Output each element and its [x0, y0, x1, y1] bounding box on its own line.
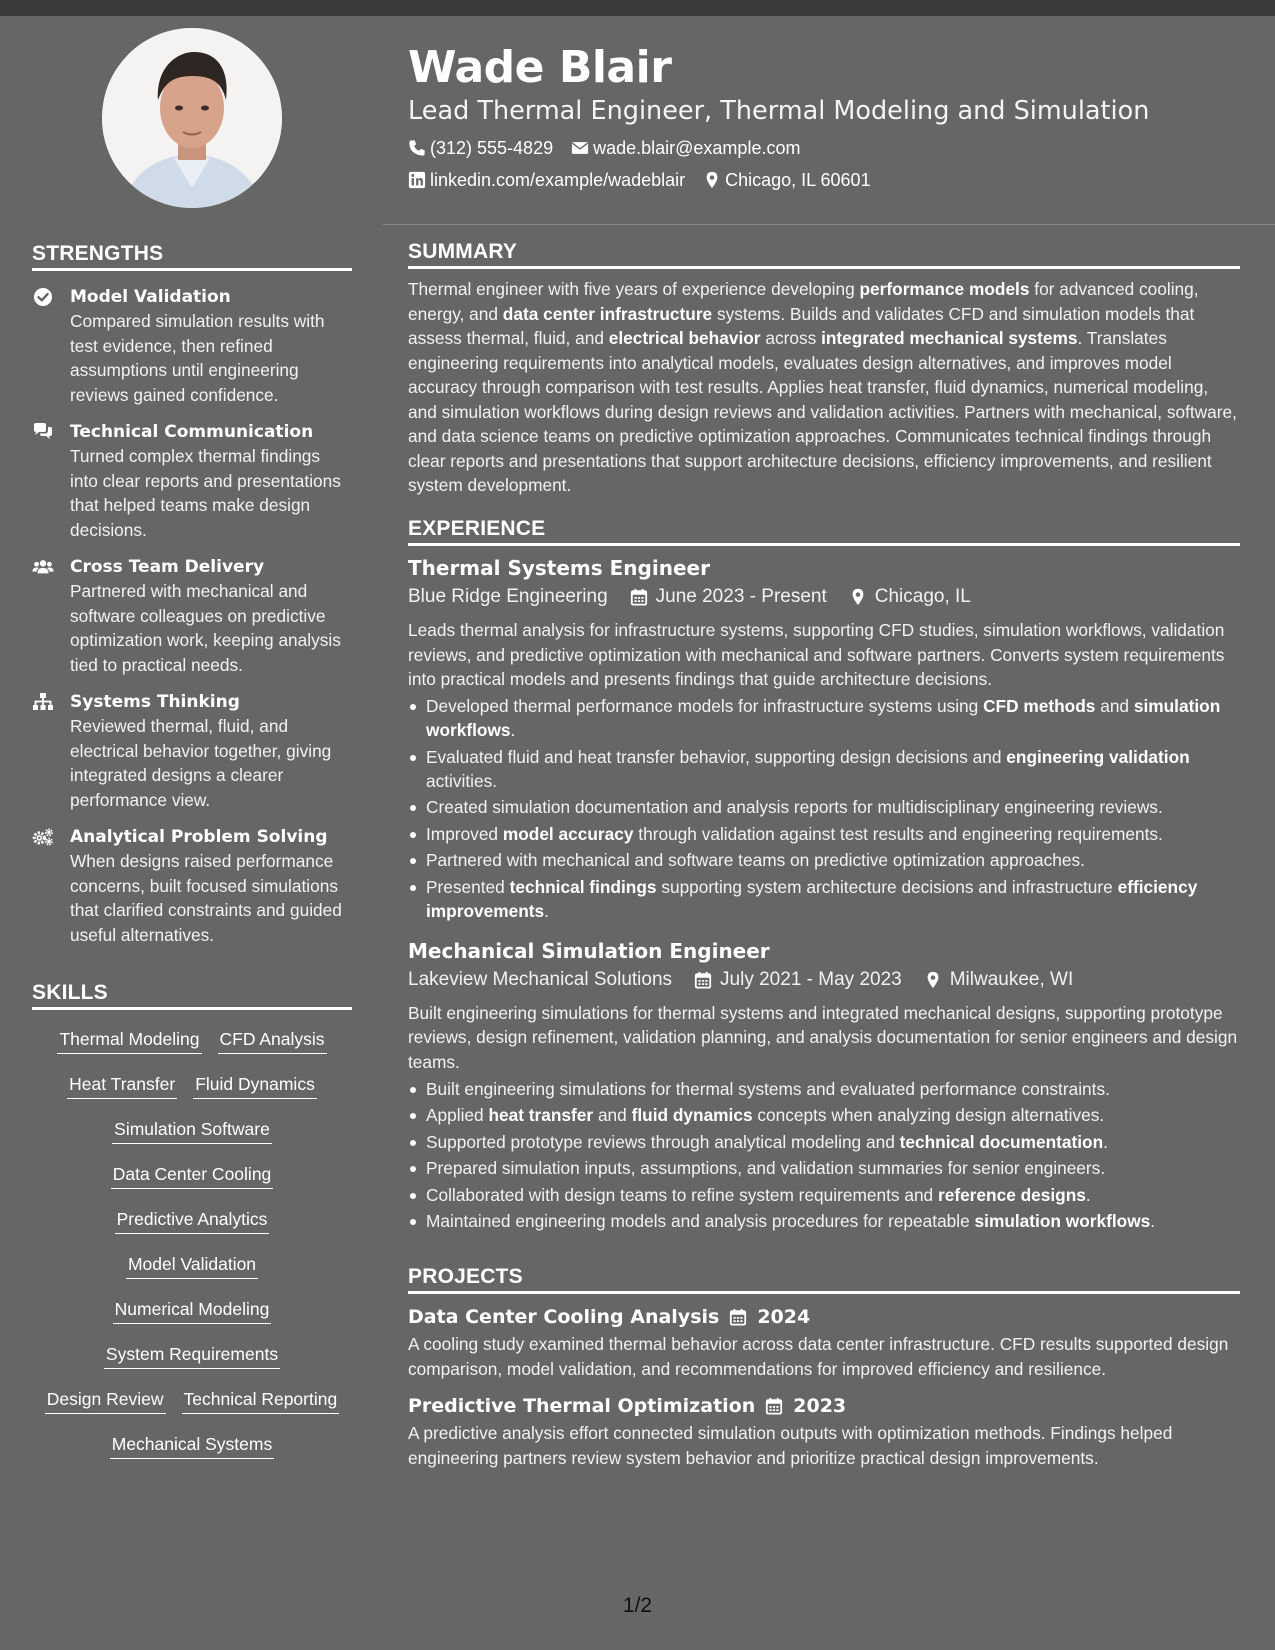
phone-contact[interactable] — [408, 132, 553, 164]
skills-row — [32, 1333, 352, 1378]
skills-row — [32, 1378, 352, 1423]
job-title: Thermal Systems Engineer — [408, 556, 710, 580]
project-description: A predictive analysis effort connected simulation outputs with optimization methods. Findings helped engineering partners review system behavior and prioritize practical design improvements. — [408, 1423, 1173, 1468]
linkedin-contact[interactable] — [408, 164, 685, 196]
skill-tag: CFD Analysis — [218, 1028, 327, 1054]
skill-tag: Model Validation — [126, 1253, 258, 1279]
skill-tag: Predictive Analytics — [115, 1208, 270, 1234]
project-description: A cooling study examined thermal behavior across data center infrastructure. CFD results supported design comparison, model validation, and recommendations for improved efficiency and resilience. — [408, 1334, 1229, 1379]
job-bullets — [408, 1077, 1240, 1234]
skill-tag: Design Review — [45, 1388, 166, 1414]
sitemap-icon — [32, 690, 56, 812]
skills-row — [32, 1108, 352, 1153]
job-bullet: Developed thermal performance models for infrastructure systems using CFD methods and simulation workflows. — [408, 694, 1240, 742]
strength-title: Technical Communication — [70, 422, 314, 442]
job-bullet: Prepared simulation inputs, assumptions, and validation summaries for senior engineers. — [408, 1156, 1240, 1180]
avatar-icon — [102, 28, 282, 208]
strength-title: Model Validation — [70, 287, 231, 307]
job-entry — [408, 937, 1240, 1234]
skills-heading: SKILLS — [32, 981, 352, 1010]
job-dates: June 2023 - Present — [655, 586, 827, 607]
strength-description: Partnered with mechanical and software colleagues on predictive optimization work, keeping analysis tied to practical needs. — [70, 581, 341, 675]
envelope-icon — [571, 139, 589, 157]
strength-title: Systems Thinking — [70, 692, 240, 712]
strength-description: When designs raised performance concerns, built focused simulations that clarified constraints and guided useful alternatives. — [70, 851, 342, 945]
company-name: Blue Ridge Engineering — [408, 586, 608, 607]
linkedin-icon — [408, 171, 426, 189]
calendar-icon — [630, 588, 648, 606]
page-number: 1/2 — [622, 1594, 653, 1617]
profile-photo — [102, 28, 282, 208]
project-entry — [408, 1391, 1240, 1470]
skills-list — [32, 1018, 352, 1468]
job-description: Built engineering simulations for thermal systems and integrated mechanical designs, supporting prototype reviews, design refinement, validation planning, and analysis documentation for senior engineers and design teams. — [408, 1002, 1238, 1072]
job-bullet: Evaluated fluid and heat transfer behavior, supporting design decisions and engineering validation activities. — [408, 745, 1240, 793]
skill-tag: Data Center Cooling — [111, 1163, 274, 1189]
email-address: wade.blair@example.com — [593, 138, 801, 158]
project-year: 2024 — [757, 1306, 811, 1328]
projects-section — [408, 1265, 1240, 1470]
map-pin-icon — [703, 171, 721, 189]
project-header — [408, 1391, 1240, 1421]
skills-row — [32, 1018, 352, 1063]
strength-description: Turned complex thermal findings into clear reports and presentations that helped teams make design decisions. — [70, 446, 341, 540]
skills-row — [32, 1063, 352, 1108]
company-name: Lakeview Mechanical Solutions — [408, 968, 673, 990]
job-entry — [408, 554, 1240, 923]
summary-heading: SUMMARY — [408, 240, 1240, 269]
strength-description: Compared simulation results with test evidence, then refined assumptions until engineering reviews gained confidence. — [70, 311, 325, 405]
experience-section — [408, 517, 1240, 1233]
skill-tag: Thermal Modeling — [57, 1028, 201, 1054]
top-bar — [0, 0, 1275, 16]
job-description: Leads thermal analysis for infrastructure systems, supporting CFD studies, simulation workflows, validation reviews, and predictive optimization with mechanical and software partners. Converts system requirements into practical models and presents findings that guide architecture decisions. — [408, 620, 1225, 689]
job-bullet: Built engineering simulations for thermal systems and evaluated performance constraints. — [408, 1077, 1240, 1101]
header — [408, 40, 1240, 196]
calendar-icon — [694, 971, 712, 989]
experience-heading: EXPERIENCE — [408, 517, 1240, 546]
project-entry — [408, 1302, 1240, 1381]
map-pin-icon — [924, 971, 942, 989]
job-location: Milwaukee, WI — [949, 968, 1074, 990]
job-dates: July 2021 - May 2023 — [720, 968, 902, 990]
job-bullet: Applied heat transfer and fluid dynamics concepts when analyzing design alternatives. — [408, 1103, 1240, 1127]
project-title: Predictive Thermal Optimization — [408, 1395, 756, 1417]
summary-text: Thermal engineer with five years of experience developing performance models for advanced cooling, energy, and data center infrastructure systems. Builds and validates CFD and simulation models that assess thermal, fluid, and electrical behavior across integrated mechanical systems. Translates engineering requirements into analytical models, evaluates design alternatives, and improves model accuracy through comparison with test results. Applies heat transfer, fluid dynamics, numerical modeling, and simulation workflows during design reviews and validation activities. Partners with mechanical, software, and data science teams on predictive optimization approaches. Communicates technical findings through clear reports and presentations that support architecture decisions, efficiency improvements, and resilient system development. — [408, 279, 1237, 495]
projects-heading: PROJECTS — [408, 1265, 1240, 1294]
cogs-icon — [32, 825, 56, 947]
skill-tag: Fluid Dynamics — [193, 1073, 317, 1099]
calendar-icon — [765, 1397, 783, 1415]
job-bullet: Collaborated with design teams to refine system requirements and reference designs. — [408, 1183, 1240, 1207]
job-location: Chicago, IL — [874, 586, 971, 607]
job-bullet: Improved model accuracy through validation against test results and engineering requirements. — [408, 822, 1240, 846]
candidate-role: Lead Thermal Engineer, Thermal Modeling and Simulation — [408, 96, 1150, 126]
skills-row — [32, 1423, 352, 1468]
skills-row — [32, 1288, 352, 1333]
skill-tag: Heat Transfer — [67, 1073, 177, 1099]
strengths-heading: STRENGTHS — [32, 242, 352, 271]
job-title: Mechanical Simulation Engineer — [408, 938, 770, 963]
skill-tag: Technical Reporting — [182, 1388, 340, 1414]
candidate-name: Wade Blair — [408, 42, 672, 93]
skill-tag: System Requirements — [104, 1343, 280, 1369]
job-bullet: Partnered with mechanical and software teams on predictive optimization approaches. — [408, 848, 1240, 872]
contact-info — [408, 132, 1240, 196]
skill-tag: Mechanical Systems — [110, 1433, 274, 1459]
skills-row — [32, 1198, 352, 1243]
map-pin-icon — [849, 588, 867, 606]
project-title: Data Center Cooling Analysis — [408, 1306, 720, 1328]
skills-row — [32, 1153, 352, 1198]
location-contact — [703, 164, 870, 196]
job-meta — [408, 582, 1240, 612]
project-year: 2023 — [793, 1395, 847, 1417]
strengths-list — [32, 285, 352, 947]
comments-icon — [32, 420, 56, 542]
phone-number: (312) 555-4829 — [430, 138, 554, 158]
header-divider — [383, 224, 1275, 225]
strength-item — [32, 285, 352, 407]
job-bullet: Presented technical findings supporting system architecture decisions and infrastructure efficiency improvements. — [408, 875, 1240, 923]
skills-row — [32, 1243, 352, 1288]
linkedin-url: linkedin.com/example/wadeblair — [430, 170, 686, 190]
calendar-icon — [729, 1308, 747, 1326]
left-column — [32, 28, 352, 1468]
job-bullet: Supported prototype reviews through analytical modeling and technical documentation. — [408, 1130, 1240, 1154]
strength-description: Reviewed thermal, fluid, and electrical behavior together, giving integrated designs a clearer performance view. — [70, 716, 332, 810]
strength-title: Cross Team Delivery — [70, 557, 265, 577]
users-icon — [32, 555, 56, 677]
strength-item — [32, 690, 352, 812]
strength-item — [32, 825, 352, 947]
strength-item — [32, 555, 352, 677]
summary-section — [408, 240, 1240, 498]
job-meta — [408, 965, 1240, 995]
location-text: Chicago, IL 60601 — [725, 170, 871, 190]
job-bullet: Maintained engineering models and analysis procedures for repeatable simulation workflows. — [408, 1209, 1240, 1233]
strength-title: Analytical Problem Solving — [70, 827, 328, 847]
phone-icon — [408, 139, 426, 157]
check-circle-icon — [32, 285, 56, 407]
skill-tag: Numerical Modeling — [113, 1298, 272, 1324]
job-bullet: Created simulation documentation and analysis reports for multidisciplinary engineering reviews. — [408, 795, 1240, 819]
email-contact[interactable] — [571, 132, 800, 164]
project-header — [408, 1302, 1240, 1332]
skill-tag: Simulation Software — [112, 1118, 272, 1144]
job-bullets — [408, 694, 1240, 923]
strength-item — [32, 420, 352, 542]
